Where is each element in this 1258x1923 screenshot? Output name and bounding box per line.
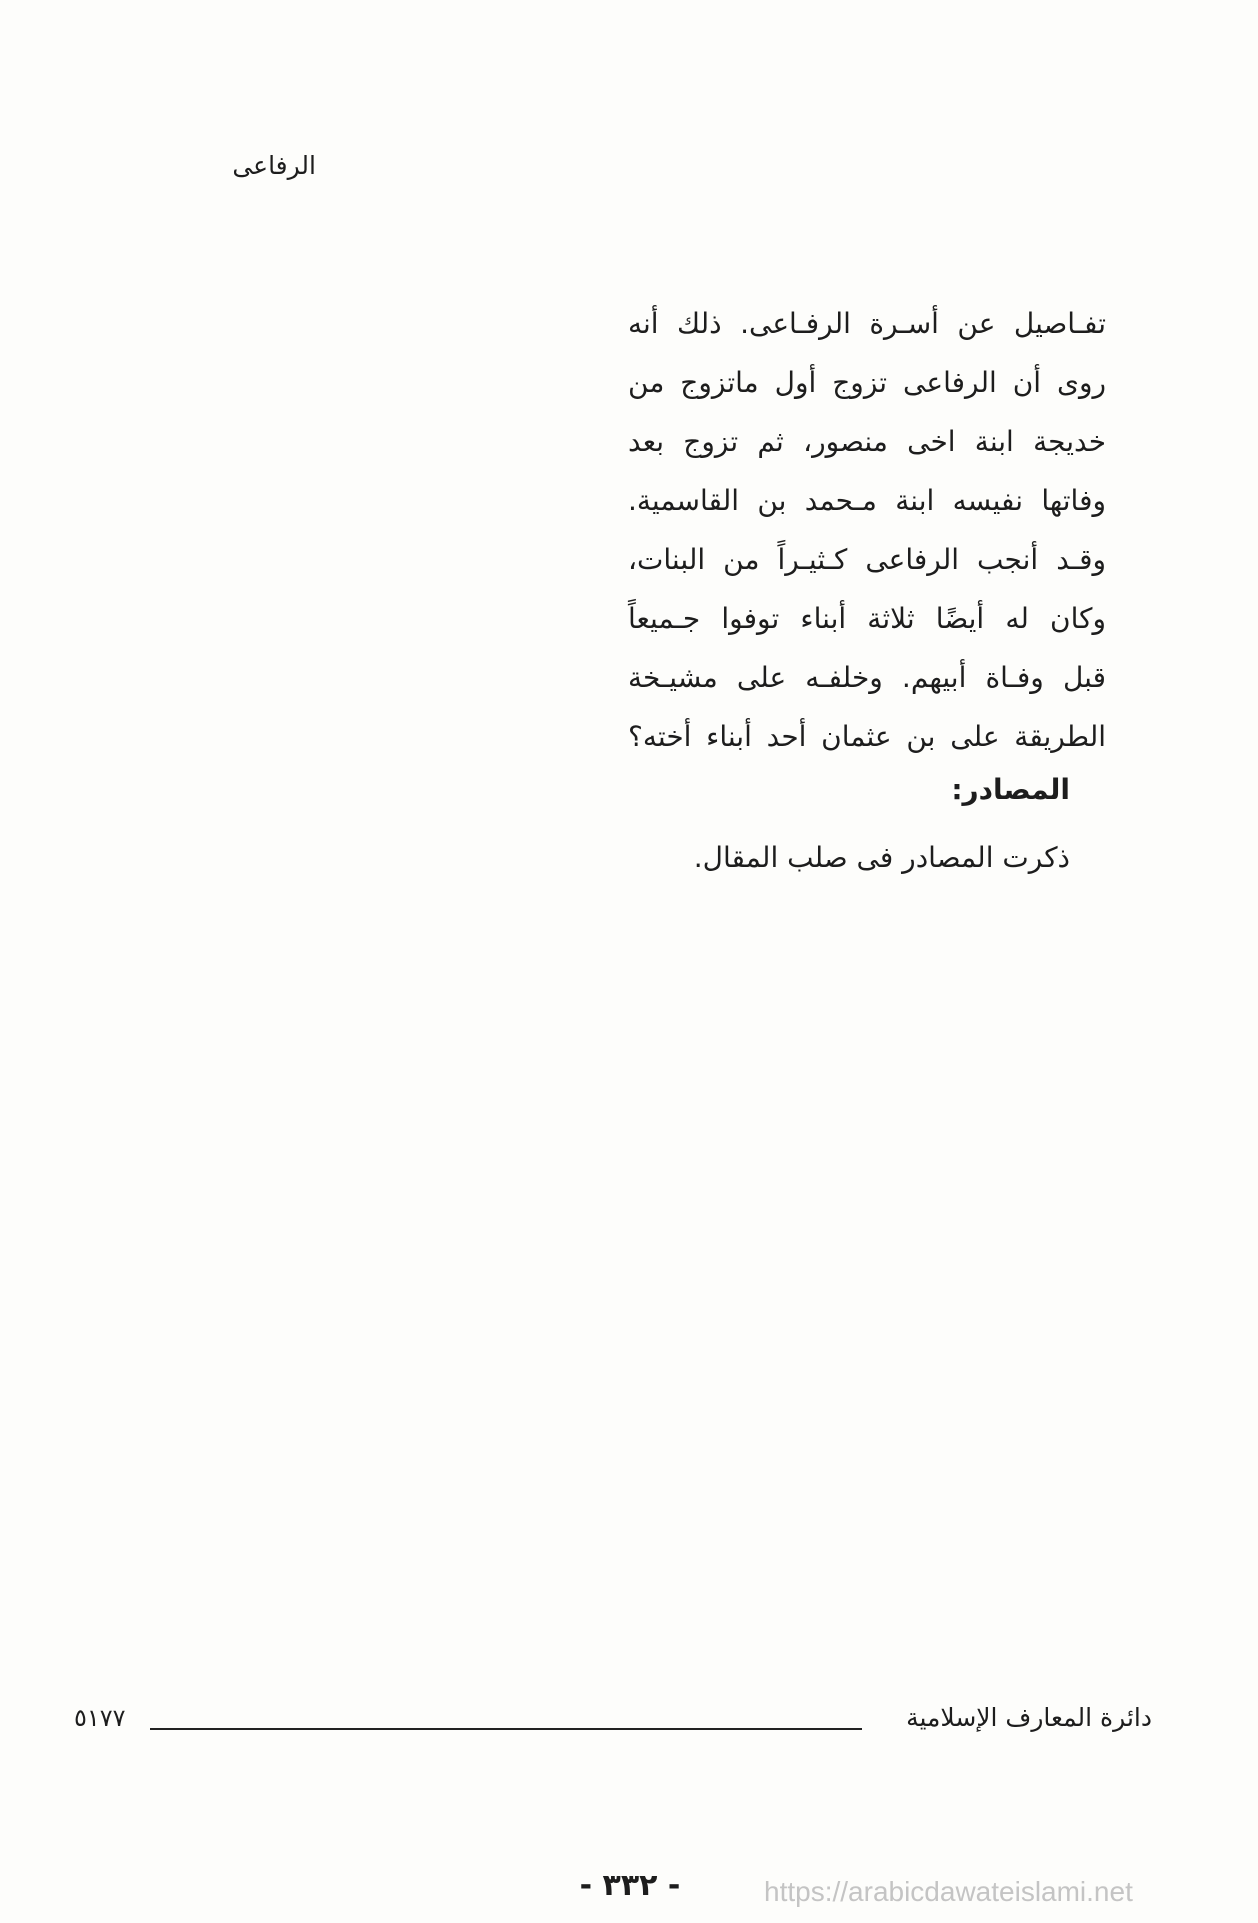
entry-number: ٥١٧٧ bbox=[74, 1704, 126, 1732]
article-line: تفـاصيل عن أسـرة الرفـاعى. ذلك أنه bbox=[628, 307, 1106, 340]
article-line: الطريقة على بن عثمان أحد أبناء أخته؟ bbox=[628, 720, 1106, 753]
article-line: خديجة ابنة اخى منصور، ثم تزوج بعد bbox=[628, 425, 1106, 458]
footer-rule bbox=[150, 1728, 862, 1730]
sources-text: ذكرت المصادر فى صلب المقال. bbox=[693, 841, 1070, 874]
encyclopedia-title: دائرة المعارف الإسلامية bbox=[906, 1703, 1152, 1732]
page-number: - ٣٣٢ - bbox=[579, 1868, 681, 1903]
article-line: قبل وفـاة أبيهم. وخلفـه على مشيـخة bbox=[628, 661, 1106, 694]
article-line: وكان له أيضًا ثلاثة أبناء توفوا جـميعاً bbox=[628, 602, 1106, 635]
watermark-url: https://arabicdawateislami.net bbox=[764, 1876, 1133, 1907]
article-line: روى أن الرفاعى تزوج أول ماتزوج من bbox=[628, 366, 1106, 399]
article-body bbox=[628, 294, 1106, 766]
running-head: الرفاعى bbox=[232, 151, 316, 180]
article-line: وفاتها نفيسه ابنة مـحمد بن القاسمية. bbox=[628, 484, 1106, 517]
page-footer bbox=[74, 1696, 1152, 1740]
sources-heading: المصادر: bbox=[951, 773, 1070, 806]
article-line: وقـد أنجب الرفاعى كـثيـراً من البنات، bbox=[628, 543, 1106, 576]
